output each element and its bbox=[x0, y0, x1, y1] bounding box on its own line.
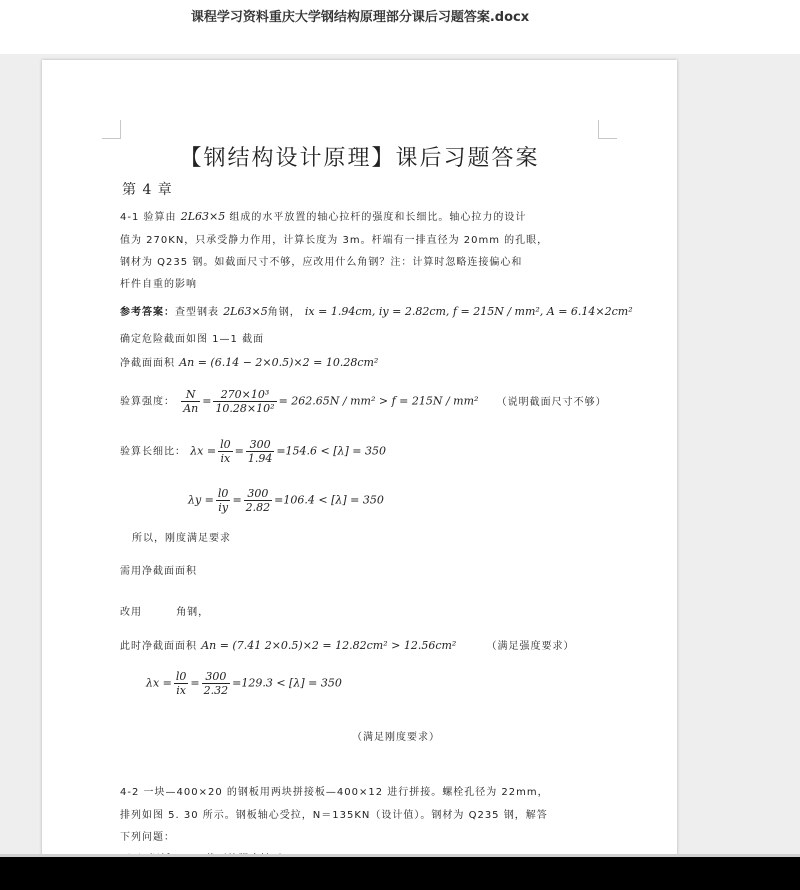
lam-y-num: l0 bbox=[217, 487, 229, 500]
slender-label: 验算长细比： bbox=[120, 446, 186, 458]
lam-x-den: ix bbox=[220, 452, 231, 465]
lam-x-frac-1 bbox=[218, 438, 233, 465]
q41-line1-rest: 组成的水平放置的轴心拉杆的强度和长细比。轴心拉力的设计 bbox=[229, 212, 527, 223]
net-area-label: 净截面面积 bbox=[120, 358, 175, 369]
stiffness-ok: 所以，刚度满足要求 bbox=[132, 533, 231, 544]
strength-rest: = 262.65N / mm² > f = 215N / mm² bbox=[278, 394, 479, 408]
lam-y-frac-1 bbox=[216, 487, 231, 514]
lam-new-den: ix bbox=[176, 684, 187, 697]
document-viewer[interactable] bbox=[0, 54, 800, 857]
strength-den: An bbox=[183, 402, 199, 415]
slender-y-line: λy = $\frac{l0}{iy}$ = $\frac{300}{2.82}$ =106.4 < [λ] = 350 bbox=[188, 487, 384, 514]
change-angle: 角钢， bbox=[176, 607, 210, 618]
strength-den2: 10.28×10² bbox=[215, 402, 275, 415]
lam-new-frac-1 bbox=[174, 670, 189, 697]
lam-x-rest: =154.6 < [λ] = 350 bbox=[276, 444, 387, 458]
q41-line4: 杆件自重的影响 bbox=[120, 279, 197, 290]
chapter-heading: 第 4 章 bbox=[122, 182, 173, 198]
lam-new-den2: 2.32 bbox=[203, 684, 229, 697]
strength-frac-1 bbox=[181, 388, 200, 415]
lam-x-den2: 1.94 bbox=[247, 452, 273, 465]
bottom-bar bbox=[0, 857, 800, 890]
lam-new-pre: λx = bbox=[146, 676, 172, 690]
title-bar bbox=[0, 0, 800, 54]
margin-corner-top-right bbox=[598, 120, 617, 139]
slender-x-line: 验算长细比： λx = $\frac{l0}{ix}$ = $\frac{300}{1.94}$ =154.6 < [λ] = 350 bbox=[120, 438, 387, 465]
strength-label: 验算强度： bbox=[120, 396, 175, 408]
answer-props-line bbox=[120, 303, 633, 318]
document-filename: 课程学习资料重庆大学钢结构原理部分课后习题答案.docx bbox=[190, 10, 530, 25]
lam-y-num2: 300 bbox=[244, 487, 273, 501]
lam-y-frac-2 bbox=[244, 487, 273, 514]
q41-line3: 钢材为 Q235 钢。如截面尺寸不够，应改用什么角钢？注：计算时忽略连接偏心和 bbox=[120, 257, 523, 268]
lam-x-num: l0 bbox=[220, 438, 231, 451]
answer-props: ix = 1.94cm, iy = 2.82cm, f = 215N / mm², A = 6.14×2cm² bbox=[304, 305, 633, 318]
document-page bbox=[42, 60, 677, 880]
answer-lookup: 查型钢表 bbox=[175, 307, 219, 318]
lam-y-pre: λy = bbox=[188, 493, 214, 507]
lam-x-num2: 300 bbox=[246, 438, 275, 452]
lam-new-num: l0 bbox=[175, 670, 187, 683]
required-net-area: 需用净截面面积 bbox=[120, 566, 197, 577]
change-to: 改用 bbox=[120, 607, 142, 618]
lam-new-rest: =129.3 < [λ] = 350 bbox=[232, 676, 342, 690]
answer-section: 确定危险截面如图 1—1 截面 bbox=[120, 334, 265, 345]
stiffness-note: （满足刚度要求） bbox=[352, 732, 440, 743]
strength-check-line: 验算强度： $\frac{N}{An}$ = $\frac{\text{270×10³}}{\text{10.28×10²}}$ = 262.65N / mm² > f = 215N / mm² （说明截面尺寸不够） bbox=[120, 388, 607, 415]
lam-y-den2: 2.82 bbox=[245, 501, 271, 514]
lam-new-num2: 300 bbox=[202, 670, 231, 684]
q41-line2: 值为 270KN，只承受静力作用，计算长度为 3m。杆端有一排直径为 20mm 的孔眼， bbox=[120, 235, 549, 246]
net-area-eq: An = (6.14 − 2×0.5)×2 = 10.28cm² bbox=[179, 356, 379, 369]
strength-frac-2 bbox=[213, 388, 276, 415]
q41-line1 bbox=[120, 208, 526, 223]
margin-corner-top-left bbox=[102, 120, 121, 139]
lam-x-pre: λx = bbox=[190, 444, 217, 458]
q41-angle: 2L63×5 bbox=[180, 210, 226, 223]
change-angle-line bbox=[120, 603, 209, 618]
lam-y-rest: =106.4 < [λ] = 350 bbox=[274, 493, 384, 507]
q42-line3: 下列问题： bbox=[120, 832, 175, 843]
q42-line1: 4-2 一块—400×20 的钢板用两块拼接板—400×12 进行拼接。螺栓孔径为 22mm， bbox=[120, 787, 549, 798]
answer-label: 参考答案： bbox=[120, 307, 175, 318]
lam-y-den: iy bbox=[218, 501, 229, 514]
new-net-area-line bbox=[120, 637, 575, 652]
q41-prefix: 4-1 验算由 bbox=[120, 212, 177, 223]
slender-new-line: λx = $\frac{l0}{ix}$ = $\frac{300}{2.32}$ =129.3 < [λ] = 350 bbox=[146, 670, 342, 697]
strength-num2: 270×10³ bbox=[213, 388, 276, 402]
lam-new-frac-2 bbox=[202, 670, 231, 697]
document-heading: 【钢结构设计原理】课后习题答案 bbox=[179, 146, 540, 171]
new-net-label: 此时净截面面积 bbox=[120, 641, 197, 652]
strength-num: N bbox=[181, 388, 200, 402]
net-area-line bbox=[120, 354, 378, 369]
strength-note: （说明截面尺寸不够） bbox=[496, 396, 607, 408]
answer-lookup-rest: 角钢， bbox=[267, 307, 301, 318]
answer-angle: 2L63×5 bbox=[223, 305, 268, 318]
new-net-eq: An = (7.41 2×0.5)×2 = 12.82cm² > 12.56cm² bbox=[201, 639, 457, 652]
q42-line2: 排列如图 5. 30 所示。钢板轴心受拉，N＝135KN（设计值）。钢材为 Q235 钢，解答 bbox=[120, 810, 548, 821]
lam-x-frac-2 bbox=[246, 438, 275, 465]
new-net-note: （满足强度要求） bbox=[486, 641, 575, 652]
